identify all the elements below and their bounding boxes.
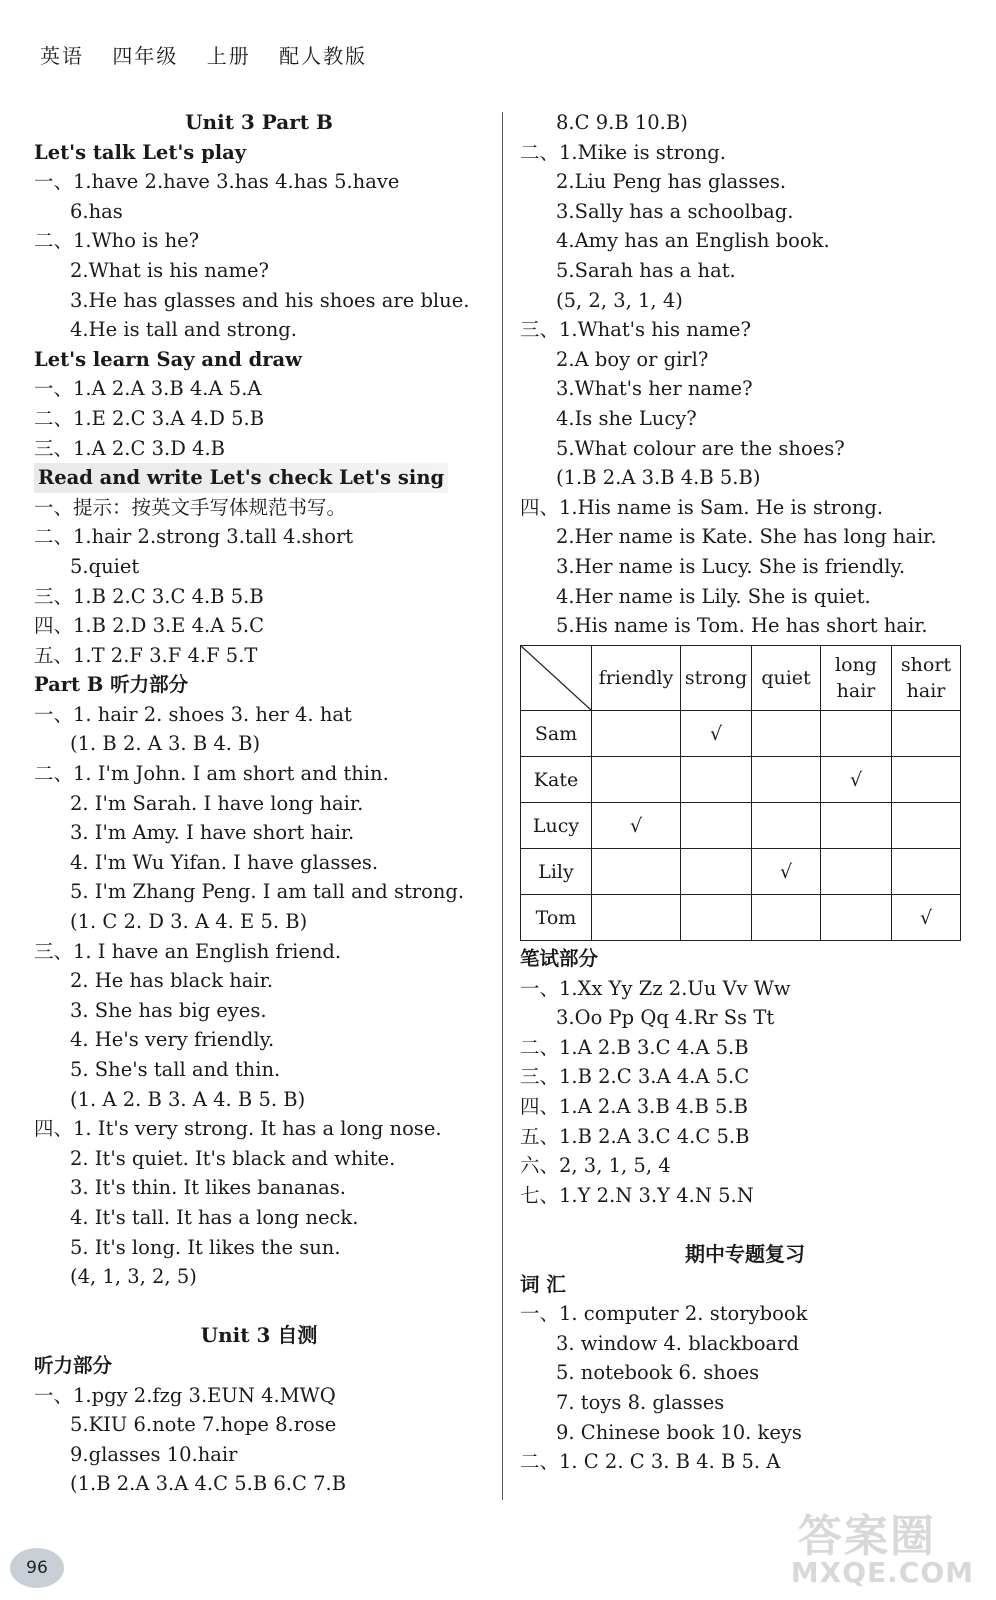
answer-text: 2.A boy or girl? [556, 347, 709, 371]
answer-text: 6.has [70, 199, 123, 223]
answer-text: 5. I'm Zhang Peng. I am tall and strong. [70, 880, 465, 904]
answer-text: 4. It's tall. It has a long neck. [70, 1205, 359, 1229]
answer-line [34, 1025, 484, 1055]
answer-text: 5.KIU 6.note 7.hope 8.rose [70, 1413, 337, 1437]
answer-line [520, 345, 970, 375]
answer-line [34, 315, 484, 345]
answer-line [34, 1262, 484, 1292]
answer-line [34, 1114, 484, 1144]
column-divider [502, 112, 503, 1500]
empty-cell [821, 803, 892, 849]
answer-line [34, 966, 484, 996]
section-heading: 词 汇 [520, 1272, 566, 1296]
answer-text: 3.Her name is Lucy. She is friendly. [556, 554, 906, 578]
answer-line [34, 848, 484, 878]
answer-text: 五、1.B 2.A 3.C 4.C 5.B [520, 1124, 750, 1148]
answer-text: 2. It's quiet. It's black and white. [70, 1146, 396, 1170]
answer-text: 二、1.Mike is strong. [520, 140, 726, 164]
check-mark-cell: √ [821, 757, 892, 803]
answer-line [520, 226, 970, 256]
answer-line [34, 256, 484, 286]
table-header-cell: quiet [752, 646, 821, 711]
empty-cell [592, 895, 681, 941]
answer-text: 3.Oo Pp Qq 4.Rr Ss Tt [556, 1006, 775, 1030]
row-name-cell: Lucy [521, 803, 592, 849]
answer-line [520, 108, 970, 138]
left-column [34, 108, 484, 1499]
answer-text: 2.Liu Peng has glasses. [556, 170, 787, 194]
answer-text: 4.Amy has an English book. [556, 229, 830, 253]
answer-line [520, 1151, 970, 1181]
check-mark-cell: √ [892, 895, 961, 941]
answer-text: (1. C 2. D 3. A 4. E 5. B) [70, 910, 308, 934]
section-heading: Part B 听力部分 [34, 673, 189, 697]
table-header-row [521, 646, 961, 711]
answer-line [34, 670, 484, 700]
diagonal-line [521, 646, 591, 710]
answer-text: (4, 1, 3, 2, 5) [70, 1265, 197, 1289]
answer-text: 5.His name is Tom. He has short hair. [556, 614, 928, 638]
answer-line [520, 1033, 970, 1063]
row-name-cell: Lily [521, 849, 592, 895]
answer-line [34, 404, 484, 434]
answer-line [34, 1144, 484, 1174]
row-name-cell: Sam [521, 711, 592, 757]
answer-line [34, 1351, 484, 1381]
answer-text: 一、1. computer 2. storybook [520, 1302, 808, 1326]
answer-line [34, 1173, 484, 1203]
answer-line [520, 1270, 970, 1300]
right-column-top [520, 108, 970, 641]
right-column-bottom [520, 944, 970, 1477]
answer-line [520, 1447, 970, 1477]
answer-line [520, 582, 970, 612]
answer-text: 一、1.pgy 2.fzg 3.EUN 4.MWQ [34, 1383, 336, 1407]
answer-line [34, 818, 484, 848]
page-header [40, 40, 387, 69]
answer-text: 3. I'm Amy. I have short hair. [70, 821, 355, 845]
answer-text: 5. She's tall and thin. [70, 1058, 281, 1081]
table-row [521, 895, 961, 941]
answer-line [34, 1410, 484, 1440]
answer-line [34, 1055, 484, 1085]
answer-line [520, 552, 970, 582]
answer-text: 一、1.have 2.have 3.has 4.has 5.have [34, 170, 400, 194]
table-header-cell: friendly [592, 646, 681, 711]
watermark-url: MXQE.COM [790, 1556, 974, 1589]
answer-line [520, 493, 970, 523]
check-mark-cell: √ [592, 803, 681, 849]
check-mark-cell: √ [681, 711, 752, 757]
answer-line [520, 286, 970, 316]
answer-line [34, 1233, 484, 1263]
answer-line [34, 611, 484, 641]
answer-line [34, 1469, 484, 1499]
answer-line [34, 1440, 484, 1470]
empty-cell [681, 849, 752, 895]
answer-text: 2.What is his name? [70, 258, 269, 282]
empty-cell [681, 895, 752, 941]
answer-text: 3.He has glasses and his shoes are blue. [70, 288, 470, 312]
answer-line [520, 1210, 970, 1240]
answer-line [520, 1003, 970, 1033]
answer-line [34, 700, 484, 730]
section-heading: Read and write Let's check Let's sing [34, 463, 448, 493]
answer-line [34, 108, 484, 138]
answer-line [520, 1240, 970, 1270]
answer-line [520, 611, 970, 641]
table-row [521, 849, 961, 895]
empty-cell [821, 895, 892, 941]
answer-text: 四、1.A 2.A 3.B 4.B 5.B [520, 1094, 748, 1118]
answer-text: (1. B 2. A 3. B 4. B) [70, 732, 261, 756]
table-row [521, 757, 961, 803]
answer-line [520, 167, 970, 197]
answer-line [34, 197, 484, 227]
answer-line [34, 138, 484, 168]
answer-line [34, 345, 484, 375]
answer-text: 3.What's her name? [556, 377, 753, 401]
answer-text: 一、1.Xx Yy Zz 2.Uu Vv Ww [520, 976, 791, 1000]
answer-line [520, 1388, 970, 1418]
answer-text: 3.Sally has a schoolbag. [556, 199, 794, 223]
answer-text: 7. toys 8. glasses [556, 1390, 725, 1414]
answer-line [34, 759, 484, 789]
answer-text: 4.He is tall and strong. [70, 318, 297, 342]
empty-cell [592, 849, 681, 895]
section-heading: 听力部分 [34, 1353, 113, 1377]
answer-line [520, 1358, 970, 1388]
answer-line [34, 463, 484, 493]
answer-text: 8.C 9.B 10.B) [556, 111, 688, 134]
answer-line [34, 729, 484, 759]
answer-line [520, 404, 970, 434]
answer-line [34, 1203, 484, 1233]
answer-text: (1. A 2. B 3. A 4. B 5. B) [70, 1087, 306, 1111]
answer-line [34, 996, 484, 1026]
answer-text: 二、1.Who is he? [34, 229, 200, 253]
table-header-cell: long hair [821, 646, 892, 711]
answer-line [34, 226, 484, 256]
answer-line [34, 789, 484, 819]
answer-text: 一、提示：按英文手写体规范书写。 [34, 495, 347, 519]
answer-text: 9. Chinese book 10. keys [556, 1420, 802, 1444]
answer-text: 三、1.A 2.C 3.D 4.B [34, 436, 225, 460]
answer-line [34, 374, 484, 404]
answer-line [34, 907, 484, 937]
answer-text: 四、1. It's very strong. It has a long nose. [34, 1117, 442, 1141]
answer-text: 四、1.B 2.D 3.E 4.A 5.C [34, 614, 265, 638]
check-mark-cell: √ [752, 849, 821, 895]
answer-line [34, 1085, 484, 1115]
answer-line [34, 937, 484, 967]
answer-line [34, 522, 484, 552]
answer-text: 4.Is she Lucy? [556, 406, 697, 430]
answer-text: 二、1.E 2.C 3.A 4.D 5.B [34, 406, 265, 430]
answer-line [34, 1292, 484, 1322]
answer-text: 4.Her name is Lily. She is quiet. [556, 584, 871, 608]
table-row [521, 711, 961, 757]
header-volume: 上册 [206, 44, 251, 68]
answer-text: 七、1.Y 2.N 3.Y 4.N 5.N [520, 1183, 754, 1207]
answer-line [34, 493, 484, 523]
answer-text: 3. window 4. blackboard [556, 1331, 799, 1355]
answer-text: (1.B 2.A 3.A 4.C 5.B 6.C 7.B [70, 1472, 347, 1496]
answer-line [520, 1181, 970, 1211]
answer-line [34, 1381, 484, 1411]
answer-text: 2.Her name is Kate. She has long hair. [556, 525, 937, 549]
section-title: Unit 3 Part B [185, 110, 333, 134]
header-subject: 英语 [40, 44, 84, 68]
answer-text: 二、1. C 2. C 3. B 4. B 5. A [520, 1450, 781, 1474]
answer-text: 5.Sarah has a hat. [556, 258, 736, 282]
empty-cell [892, 803, 961, 849]
answer-text: 4. He's very friendly. [70, 1028, 275, 1052]
section-heading: Let's learn Say and draw [34, 347, 302, 371]
answer-line [520, 315, 970, 345]
answer-text: 2. He has black hair. [70, 969, 274, 993]
answer-line [520, 1299, 970, 1329]
answer-text: 5.What colour are the shoes? [556, 436, 845, 460]
answer-line [520, 463, 970, 493]
answer-line [34, 286, 484, 316]
row-name-cell: Tom [521, 895, 592, 941]
answer-text: 5. notebook 6. shoes [556, 1361, 760, 1385]
answer-line [520, 944, 970, 974]
answer-text: 三、1.B 2.C 3.A 4.A 5.C [520, 1065, 750, 1089]
answer-line [34, 582, 484, 612]
answer-text: 2. I'm Sarah. I have long hair. [70, 791, 364, 815]
row-name-cell: Kate [521, 757, 592, 803]
empty-cell [892, 711, 961, 757]
empty-cell [681, 803, 752, 849]
answer-line [520, 256, 970, 286]
answer-line [520, 1062, 970, 1092]
table-header-cell: strong [681, 646, 752, 711]
answer-text: 5.quiet [70, 554, 140, 578]
answer-line [520, 434, 970, 464]
table-corner-cell [521, 646, 592, 711]
answer-line [520, 374, 970, 404]
answer-text: 3. It's thin. It likes bananas. [70, 1176, 346, 1200]
empty-cell [821, 711, 892, 757]
section-heading: Let's talk Let's play [34, 140, 247, 164]
empty-cell [752, 803, 821, 849]
trait-table [520, 645, 961, 941]
table-row [521, 803, 961, 849]
header-edition: 配人教版 [279, 44, 368, 68]
answer-text: 五、1.T 2.F 3.F 4.F 5.T [34, 643, 258, 667]
answer-text: 四、1.His name is Sam. He is strong. [520, 495, 884, 519]
empty-cell [892, 849, 961, 895]
answer-line [520, 1418, 970, 1448]
answer-text: 三、1.B 2.C 3.C 4.B 5.B [34, 584, 264, 608]
answer-line [34, 641, 484, 671]
answer-text: 六、2, 3, 1, 5, 4 [520, 1154, 671, 1178]
header-grade: 四年级 [112, 44, 179, 68]
answer-line [520, 1329, 970, 1359]
answer-text: 三、1. I have an English friend. [34, 939, 342, 963]
answer-text: 二、1.hair 2.strong 3.tall 4.short [34, 525, 354, 549]
section-title: Unit 3 自测 [200, 1323, 318, 1348]
answer-line [520, 974, 970, 1004]
answer-line [34, 167, 484, 197]
answer-text: (5, 2, 3, 1, 4) [556, 288, 683, 312]
empty-cell [592, 711, 681, 757]
empty-cell [681, 757, 752, 803]
answer-text: 二、1. I'm John. I am short and thin. [34, 762, 389, 786]
watermark-logo: 答案圈 [798, 1511, 936, 1562]
page-number-badge: 96 [10, 1548, 64, 1588]
table-header-cell: short hair [892, 646, 961, 711]
answer-text: 5. It's long. It likes the sun. [70, 1235, 341, 1259]
answer-text: 一、1.A 2.A 3.B 4.A 5.A [34, 377, 262, 401]
answer-line [34, 877, 484, 907]
answer-line [34, 552, 484, 582]
answer-line [520, 522, 970, 552]
empty-cell [752, 757, 821, 803]
answer-text: 3. She has big eyes. [70, 998, 267, 1022]
section-title: 期中专题复习 [685, 1241, 805, 1266]
empty-cell [752, 895, 821, 941]
answer-text: 一、1. hair 2. shoes 3. her 4. hat [34, 702, 352, 726]
answer-line [520, 1092, 970, 1122]
answer-line [520, 197, 970, 227]
answer-text: 4. I'm Wu Yifan. I have glasses. [70, 850, 379, 874]
empty-cell [892, 757, 961, 803]
answer-line [520, 138, 970, 168]
empty-cell [752, 711, 821, 757]
answer-text: 9.glasses 10.hair [70, 1442, 238, 1466]
answer-text: 二、1.A 2.B 3.C 4.A 5.B [520, 1035, 749, 1059]
section-heading: 笔试部分 [520, 947, 599, 970]
answer-text: 三、1.What's his name? [520, 318, 751, 342]
answer-line [520, 1122, 970, 1152]
answer-line [34, 1321, 484, 1351]
empty-cell [592, 757, 681, 803]
empty-cell [821, 849, 892, 895]
answer-text: (1.B 2.A 3.B 4.B 5.B) [556, 466, 761, 490]
answer-line [34, 434, 484, 464]
